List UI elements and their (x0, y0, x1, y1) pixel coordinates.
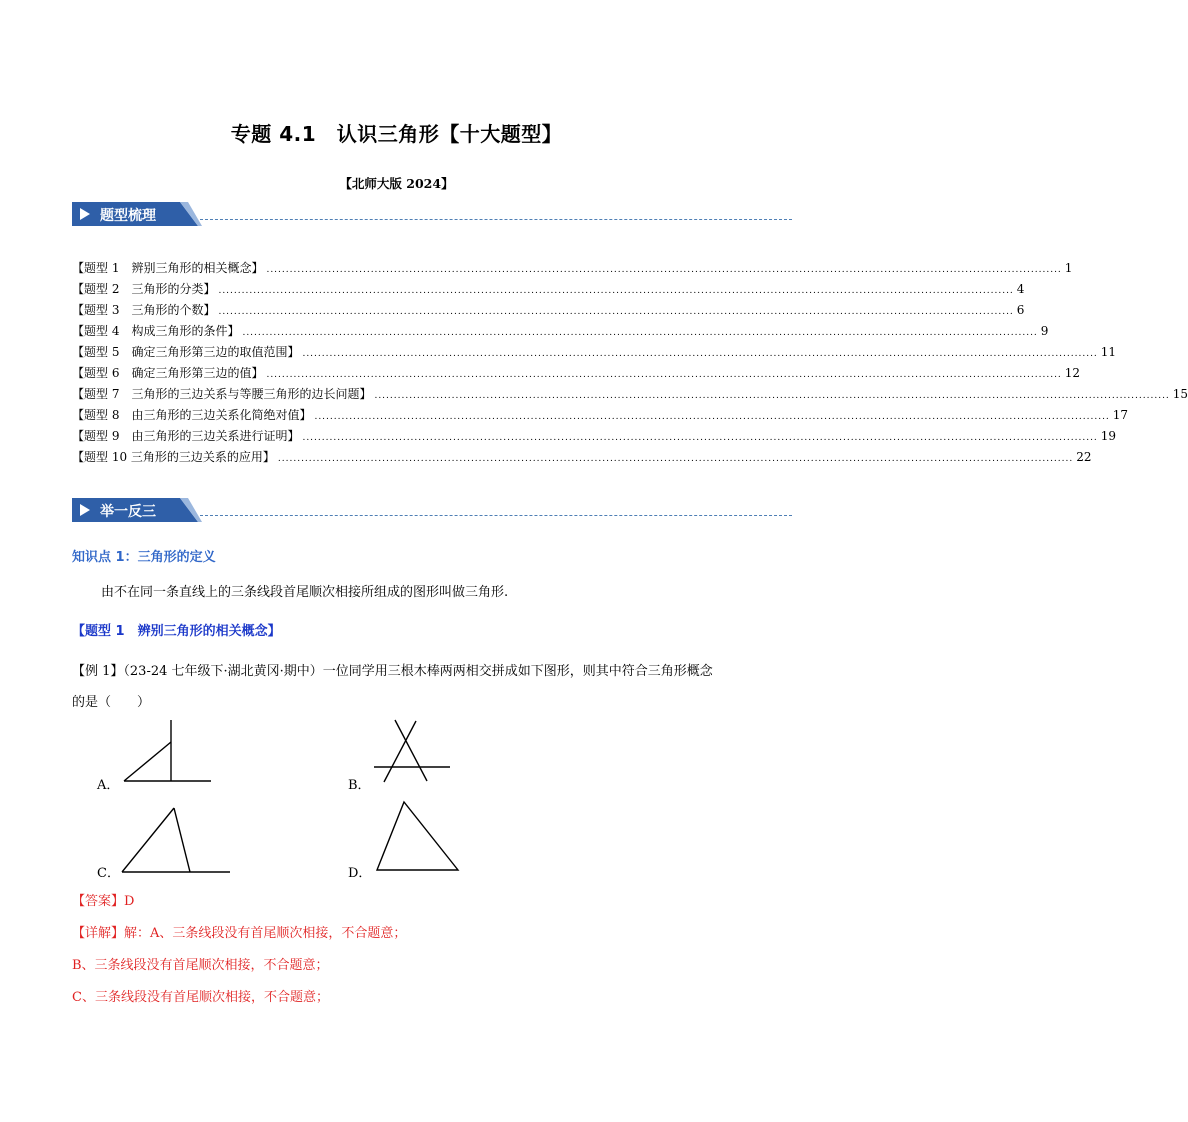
figure-c (122, 808, 230, 872)
toc-page-number: 12 (1064, 366, 1081, 380)
toc-entry-label: 【题型 5 确定三角形第三边的取值范围】 (72, 345, 300, 359)
banner-title: 题型梳理 (100, 208, 156, 224)
toc-page-number: 9 (1040, 324, 1049, 338)
toc-entry-label: 【题型 9 由三角形的三边关系进行证明】 (72, 429, 300, 443)
toc-page-number: 17 (1112, 408, 1129, 422)
toc-leader-dots: .............................................................................................................................................................................................................. (266, 265, 1062, 275)
toc-leader-dots: .............................................................................................................................................................................................................. (302, 349, 1098, 359)
figure-a (124, 720, 211, 781)
toc-entry-label: 【题型 2 三角形的分类】 (72, 282, 216, 296)
edition-label: 【北师大版 2024】 (339, 176, 454, 191)
toc-entry-label: 【题型 4 构成三角形的条件】 (72, 324, 240, 338)
example-question: 【例 1】（23-24 七年级下·湖北黄冈·期中）一位同学用三根木棒两两相交拼成如下图形，则其中符合三角形概念的是（ ） (72, 664, 713, 710)
answer-label: 【答案】 (72, 894, 125, 909)
toc-page-number: 4 (1016, 282, 1025, 296)
figure-d (377, 802, 458, 870)
toc-leader-dots: .............................................................................................................................................................................................................. (302, 433, 1098, 443)
option-d-label: D． (348, 866, 372, 881)
banner-title: 举一反三 (100, 504, 156, 520)
toc-page-number: 6 (1016, 303, 1025, 317)
detail-line-2: B、三条线段没有首尾顺次相接，不合题意； (72, 958, 329, 973)
toc-entry-label: 【题型 6 确定三角形第三边的值】 (72, 366, 264, 380)
toc-leader-dots: .............................................................................................................................................................................................................. (242, 328, 1038, 338)
question-type-heading: 【题型 1 辨别三角形的相关概念】 (72, 624, 281, 639)
toc-leader-dots: .............................................................................................................................................................................................................. (277, 454, 1074, 464)
knowledge-point-title: 知识点 1：三角形的定义 (72, 550, 216, 565)
toc-leader-dots: .............................................................................................................................................................................................................. (374, 391, 1170, 401)
option-c-label: C． (97, 866, 120, 881)
definition-text: 由不在同一条直线上的三条线段首尾顺次相接所组成的图形叫做三角形. (101, 585, 509, 600)
toc-page-number: 15 (1172, 387, 1188, 401)
toc-page-number: 1 (1064, 261, 1073, 275)
toc-entry-label: 【题型 3 三角形的个数】 (72, 303, 216, 317)
detail-label: 【详解】 (72, 926, 125, 941)
detail-line-3: C、三条线段没有首尾顺次相接，不合题意； (72, 990, 329, 1005)
toc-entry-label: 【题型 8 由三角形的三边关系化简绝对值】 (72, 408, 312, 422)
toc-leader-dots: .............................................................................................................................................................................................................. (266, 370, 1062, 380)
toc-entry-label: 【题型 10 三角形的三边关系的应用】 (72, 450, 275, 464)
toc-leader-dots: .............................................................................................................................................................................................................. (218, 307, 1014, 317)
toc-leader-dots: .............................................................................................................................................................................................................. (314, 412, 1110, 422)
option-a-label: A． (97, 778, 120, 793)
detail-line-1 (72, 922, 406, 941)
toc-entry-label: 【题型 1 辨别三角形的相关概念】 (72, 261, 264, 275)
toc-page-number: 11 (1100, 345, 1117, 359)
answer-line (72, 890, 134, 909)
toc-page-number: 22 (1076, 450, 1092, 464)
detail-text: 解：A、三条线段没有首尾顺次相接，不合题意； (124, 926, 407, 941)
option-b-label: B． (348, 778, 371, 793)
answer-value: D (124, 894, 135, 909)
toc-entry-label: 【题型 7 三角形的三边关系与等腰三角形的边长问题】 (72, 387, 372, 401)
toc-page-number: 19 (1100, 429, 1117, 443)
figure-b (374, 720, 450, 782)
document-title: 专题 4.1 认识三角形【十大题型】 (230, 122, 563, 146)
toc-leader-dots: .............................................................................................................................................................................................................. (218, 286, 1014, 296)
